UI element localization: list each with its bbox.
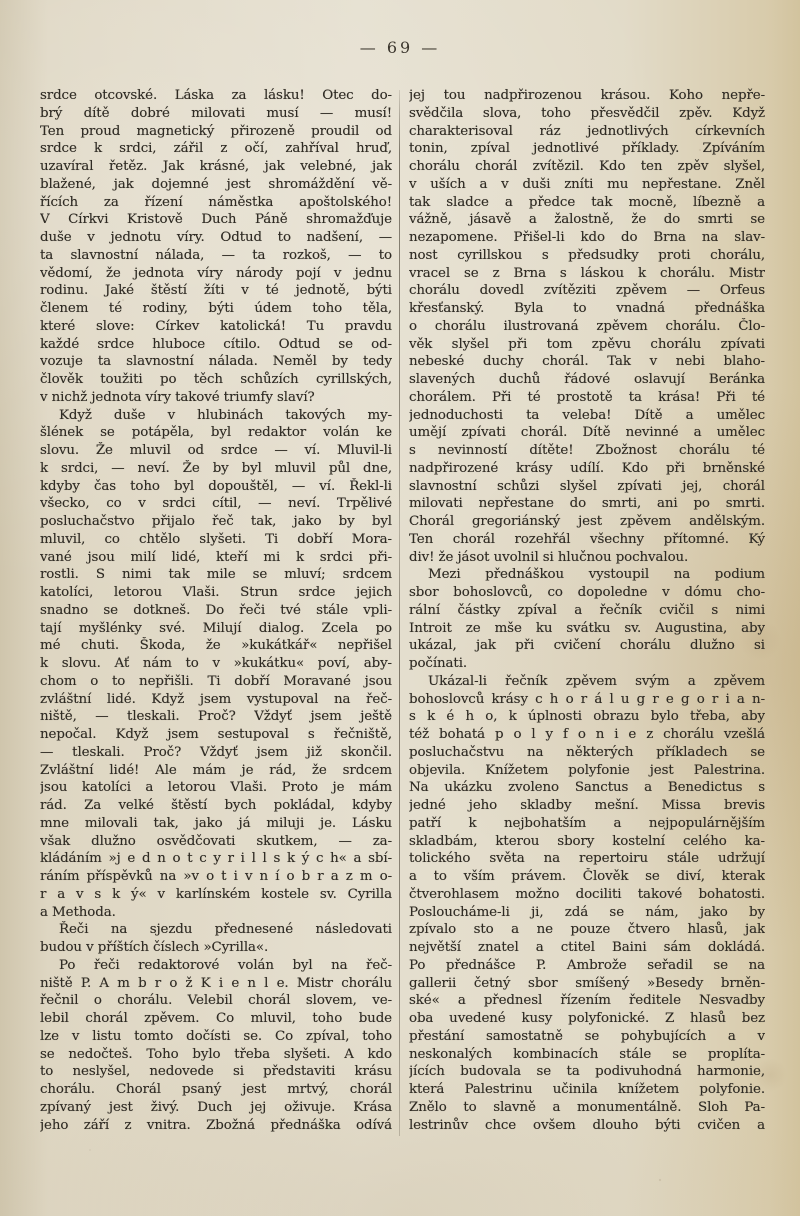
text-line: patří k nejbohatším a nejpopulárnějším xyxy=(409,815,765,831)
text-line: Introit ze mše ku svátku sv. Augustina, aby xyxy=(409,620,765,636)
text-line: chorálu dovedl zvítěziti zpěvem — Orfeus xyxy=(409,283,765,299)
text-line: počínati. xyxy=(409,656,468,671)
text-line: s k é h o, k úplnosti obrazu bylo třeba, aby xyxy=(409,709,765,725)
text-line: oba uvedené kusy polyfonické. Z hlasů bez xyxy=(409,1011,765,1026)
text-line: tak sladce a předce tak mocně, líbezně a xyxy=(409,194,765,210)
text-line: jedné jeho skladby mešní. Missa brevis xyxy=(409,798,765,813)
text-line: řečnil o chorálu. Velebil chorál slovem, ve- xyxy=(40,993,392,1009)
text-line: Zvláštní lidé! Ale mám je rád, že srdcem xyxy=(40,762,392,778)
text-line: rád. Za velké štěstí bych pokládal, kdyby xyxy=(40,798,392,813)
text-line: budou v příštích číslech »Cyrilla«. xyxy=(40,940,269,955)
text-line: vracel se z Brna s láskou k chorálu. Mistr xyxy=(409,265,765,281)
text-line: chorálem. Při té prostotě ta krása! Při té xyxy=(409,389,765,405)
text-line: slavených duchů řádové oslavují Beránka xyxy=(409,372,765,387)
text-line: jednoduchosti ta veleba! Dítě a umělec xyxy=(409,407,765,423)
text-line: blažené, jak dojemné jest shromáždění vě- xyxy=(40,176,392,192)
text-line: šlének se potápěla, byl redaktor volán ke xyxy=(40,425,392,441)
text-line: lze v listu tomto dočísti se. Co zpíval, toho xyxy=(40,1028,392,1044)
text-line: umějí zpívati chorál. Dítě nevinné a umělec xyxy=(409,425,765,441)
text-line: chorálu. Chorál psaný jest mrtvý, chorál xyxy=(40,1082,392,1097)
text-line: kládáním »j e d n o t c y r i l l s k ý c h« a sbí- xyxy=(40,851,392,867)
text-line: se nedočteš. Toho bylo třeba slyšeti. A kdo xyxy=(40,1046,392,1062)
text-line: jej tou nadpřirozenou krásou. Koho nepře- xyxy=(409,88,765,103)
text-line: V Církvi Kristově Duch Páně shromažďuje xyxy=(40,212,392,228)
text-line: nezapomene. Přišel-li kdo do Brna na slav- xyxy=(409,230,765,245)
text-line: srdce otcovské. Láska za lásku! Otec do- xyxy=(40,88,392,103)
page-number: — 69 — xyxy=(359,38,441,57)
text-line: křesťanský. Byla to vnadná přednáška xyxy=(409,301,765,316)
text-line: objevila. Knížetem polyfonie jest Palestrina. xyxy=(409,762,765,778)
text-line: rodinu. Jaké štěstí žíti v té jednotě, býti xyxy=(40,283,392,299)
text-line: Řeči na sjezdu přednesené následovati xyxy=(59,922,392,938)
text-line: vozuje ta slavnostní nálada. Neměl by tedy xyxy=(40,354,392,370)
text-line: zvláštní lidé. Když jsem vystupoval na řeč- xyxy=(40,691,392,707)
text-line: vané jsou milí lidé, kteří mi k srdci při- xyxy=(40,549,392,565)
text-line: též bohatá p o l y f o n i e z chorálu vzešlá xyxy=(409,727,765,742)
text-line: ukázal, jak při cvičení chorálu dlužno si xyxy=(409,638,765,654)
text-line: niště P. A m b r o ž K i e n l e. Mistr chorálu xyxy=(40,975,392,991)
text-line: s nevinností dítěte! Zbožnost chorálu té xyxy=(409,443,765,458)
text-line: to neslyšel, nedovede si představiti krásu xyxy=(40,1064,392,1080)
text-line: členem té rodiny, býti údem toho těla, xyxy=(40,301,392,316)
text-line: mé chuti. Škoda, že »kukátkář« nepřišel xyxy=(40,638,392,654)
text-line: ské« a přednesl řízením ředitele Nesvadby xyxy=(409,993,765,1009)
text-line: gallerii četný sbor smíšený »Besedy brněn- xyxy=(409,975,765,991)
text-line: k srdci, — neví. Že by byl mluvil půl dne, xyxy=(40,460,392,476)
text-line: kdyby čas toho byl dopouštěl, — ví. Řekl-li xyxy=(40,478,392,494)
text-line: mluvil, co chtělo slyšeti. Ti dobří Mora- xyxy=(40,531,392,547)
text-line: div! že jásot uvolnil si hlučnou pochvalou. xyxy=(409,549,689,565)
text-line: uzavíral řetěz. Jak krásné, jak velebné, jak xyxy=(40,159,392,174)
text-line: zpívalo sto a ne pouze čtvero hlasů, jak xyxy=(409,922,765,938)
text-line: posluchačstvo přijalo řeč tak, jako by byl xyxy=(40,514,392,529)
text-line: řících za řízení náměstka apoštolského! xyxy=(40,194,392,210)
text-line: nost cyrillskou s předsudky proti chorálu, xyxy=(409,247,765,263)
text-line: Chorál gregoriánský jest zpěvem andělským. xyxy=(409,514,765,529)
text-line: jeho září z vnitra. Zbožná přednáška odívá xyxy=(40,1117,392,1133)
text-column-left xyxy=(40,87,392,1134)
text-line: bohoslovců krásy c h o r á l u g r e g o r i a n- xyxy=(409,691,765,707)
text-line: nepočal. Když jsem sestupoval s řečniště, xyxy=(40,727,392,742)
text-line: Po řeči redaktorové volán byl na řeč- xyxy=(59,957,392,973)
text-line: rostli. S nimi tak mile se mluví; srdcem xyxy=(40,567,392,583)
text-line: každé srdce hluboce cítilo. Odtud se od- xyxy=(40,336,392,352)
text-line: však dlužno osvědčovati skutkem, — za- xyxy=(40,833,392,849)
text-line: člověk toužiti po těch schůzích cyrillských, xyxy=(40,372,392,387)
text-line: zpívaný jest živý. Duch jej oživuje. Krása xyxy=(40,1099,392,1115)
text-line: posluchačstvu na některých příkladech se xyxy=(409,744,765,760)
text-line: ta slavnostní nálada, — ta rozkoš, — to xyxy=(40,247,392,263)
text-line: duše v jednotu víry. Odtud to nadšení, — xyxy=(40,230,392,245)
text-line: Mezi přednáškou vystoupil na podium xyxy=(428,567,765,583)
text-line: r a v s k ý« v karlínském kostele sv. Cyrilla xyxy=(40,886,392,902)
text-line: jsou katolíci a letorou Vlaši. Proto je mám xyxy=(40,780,392,796)
text-line: rální částky zpíval a řečník cvičil s nimi xyxy=(409,602,765,618)
text-line: Ukázal-li řečník zpěvem svým a zpěvem xyxy=(428,673,765,689)
text-line: neskonalých kombinacích stále se proplíta- xyxy=(409,1046,765,1062)
text-line: slovu. Že mluvil od srdce — ví. Mluvil-li xyxy=(40,443,392,458)
text-line: snadno se dotkneš. Do řeči tvé stále vpli- xyxy=(40,602,392,618)
text-line: Po přednášce P. Ambrože seřadil se na xyxy=(409,957,765,973)
text-line: lestrinův chce ovšem dlouho býti cvičen a xyxy=(409,1117,765,1133)
text-line: v nichž jednota víry takové triumfy slaví? xyxy=(40,389,315,405)
text-line: všecko, co v srdci cítil, — neví. Trpělivé xyxy=(40,496,392,512)
text-line: Ten proud magnetický přirozeně proudil od xyxy=(40,123,392,139)
text-line: nebeské duchy chorál. Tak v nebi blaho- xyxy=(409,354,765,370)
text-line: vážně, jásavě a žalostně, že do smrti se xyxy=(409,212,765,228)
text-line: nadpřirozené krásy udílí. Kdo při brněnské xyxy=(409,460,765,476)
text-line: slavnostní schůzi slyšel zpívati jej, chorál xyxy=(409,478,765,494)
text-line: ráním příspěvků na »v o t i v n í o b r a z m o- xyxy=(40,869,392,884)
text-column-right xyxy=(409,87,765,1134)
text-line: milovati nepřestane do smrti, ani po smrti. xyxy=(409,496,765,512)
text-line: — tleskali. Proč? Vždyť jsem již skončil. xyxy=(40,744,392,760)
text-line: a Methoda. xyxy=(40,904,116,920)
text-line: tolického světa na repertoiru stále udržují xyxy=(409,851,765,867)
text-line: brý dítě dobré milovati musí — musí! xyxy=(40,105,392,121)
text-line: které slove: Církev katolická! Tu pravdu xyxy=(40,318,392,334)
text-line: chorálu chorál zvítězil. Kdo ten zpěv slyšel, xyxy=(409,159,765,174)
text-line: Ten chorál rozehřál všechny přítomné. Ký xyxy=(409,531,765,547)
text-line: niště, — tleskali. Proč? Vždyť jsem ještě xyxy=(40,709,392,725)
text-line: chom o to nepřišli. Ti dobří Moravané jsou xyxy=(40,673,392,689)
text-line: mne milovali tak, jako já miluji je. Lásku xyxy=(40,815,392,831)
text-line: v uších a v duši zníti mu nepřestane. Zněl xyxy=(409,176,765,192)
text-line: vědomí, že jednota víry národy pojí v jednu xyxy=(40,265,392,281)
text-line: svědčila slova, toho přesvědčil zpěv. Když xyxy=(409,105,765,121)
text-line: tonin, zpíval jednotlivé příklady. Zpíváním xyxy=(409,141,765,157)
text-line: k slovu. Ať nám to v »kukátku« poví, aby- xyxy=(40,656,392,671)
text-line: čtverohlasem možno dociliti takové bohatosti. xyxy=(409,886,765,902)
text-line: charakterisoval ráz jednotlivých církevních xyxy=(409,123,765,139)
text-line: katolíci, letorou Vlaši. Strun srdce jejich xyxy=(40,585,392,600)
text-line: věk slyšel při tom zpěvu chorálu zpívati xyxy=(409,336,765,352)
text-line: o chorálu ilustrovaná zpěvem chorálu. Člo- xyxy=(409,318,765,334)
text-line: skladbám, kterou sbory kostelní celého ka- xyxy=(409,833,765,849)
text-line: a to vším právem. Člověk se diví, kterak xyxy=(409,869,765,884)
text-line: Posloucháme-li ji, zdá se nám, jako by xyxy=(409,904,765,920)
text-line: největší znatel a ctitel Baini sám dokládá. xyxy=(409,940,765,955)
text-line: Když duše v hlubinách takových my- xyxy=(59,407,392,423)
text-line: přestání samostatně se pohybujících a v xyxy=(409,1028,765,1044)
text-line: lebil chorál zpěvem. Co mluvil, toho bude xyxy=(40,1011,392,1026)
text-line: Na ukázku zvoleno Sanctus a Benedictus s xyxy=(409,780,765,796)
text-line: která Palestrinu učinila knížetem polyfonie. xyxy=(409,1082,765,1097)
text-line: sbor bohoslovců, co dopoledne v dómu cho- xyxy=(409,585,765,600)
text-line: tají myšlénky své. Milují dialog. Zcela po xyxy=(40,620,392,636)
text-line: srdce k srdci, zářil z očí, zahříval hruď, xyxy=(40,141,392,157)
text-line: Znělo to slavně a monumentálně. Sloh Pa- xyxy=(409,1099,765,1115)
column-divider-rule xyxy=(399,90,400,1136)
text-line: jících budovala se ta podivuhodná harmonie, xyxy=(409,1064,765,1080)
